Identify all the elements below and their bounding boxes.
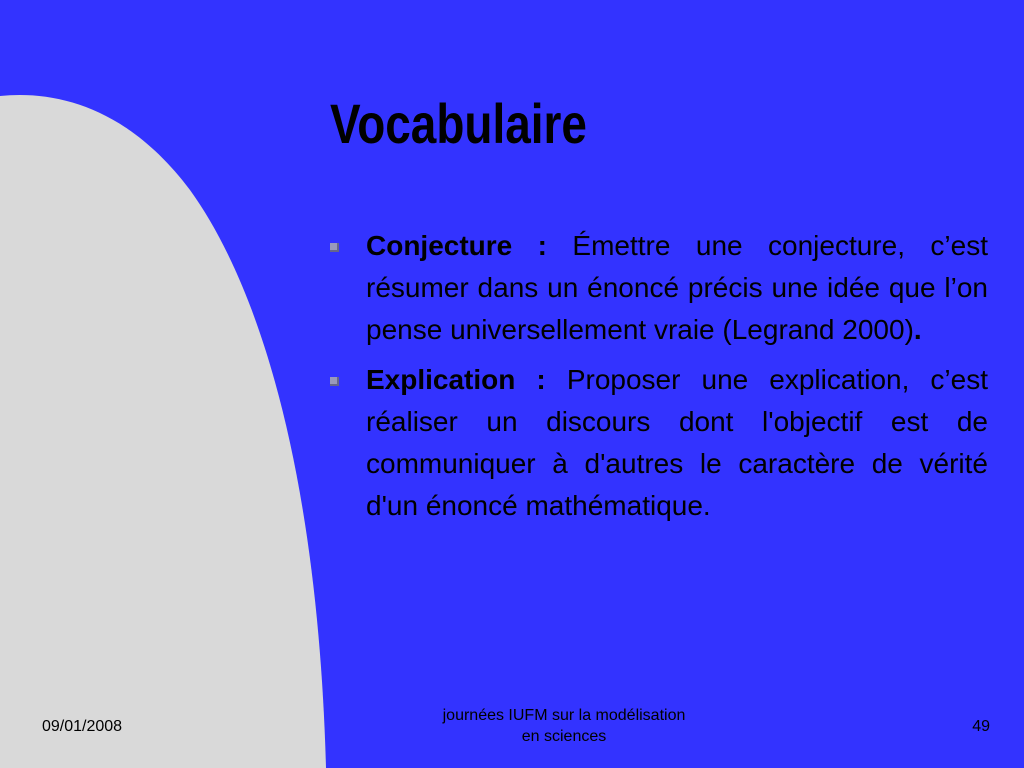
- bullet-term: Explication :: [366, 364, 546, 395]
- square-bullet-icon: [330, 377, 339, 386]
- bullet-end: .: [913, 314, 922, 345]
- bullet-list: [328, 225, 988, 535]
- bullet-text: Proposer une explication, c’est réaliser un discours dont l'objectif est de communiquer à d'autres le caractère de vérité d'un énoncé mathématique.: [366, 364, 989, 521]
- footer-title-line-1: journées IUFM sur la modélisation: [442, 707, 686, 724]
- bullet-item-explication: [328, 359, 988, 527]
- bullet-text: Émettre une conjecture, c’est résumer dans un énoncé précis une idée que l’on pense universellement vraie (Legrand 2000): [366, 230, 988, 345]
- square-bullet-icon: [330, 243, 339, 252]
- background-arc-shape: [0, 0, 330, 768]
- footer-title-line-2: en sciences: [521, 728, 607, 745]
- footer-title: [392, 705, 736, 747]
- slide-title: Vocabulaire: [330, 92, 587, 155]
- page-number: 49: [972, 718, 990, 735]
- bullet-term: Conjecture :: [366, 230, 547, 261]
- footer-date: 09/01/2008: [42, 718, 123, 735]
- bullet-item-conjecture: [328, 225, 988, 351]
